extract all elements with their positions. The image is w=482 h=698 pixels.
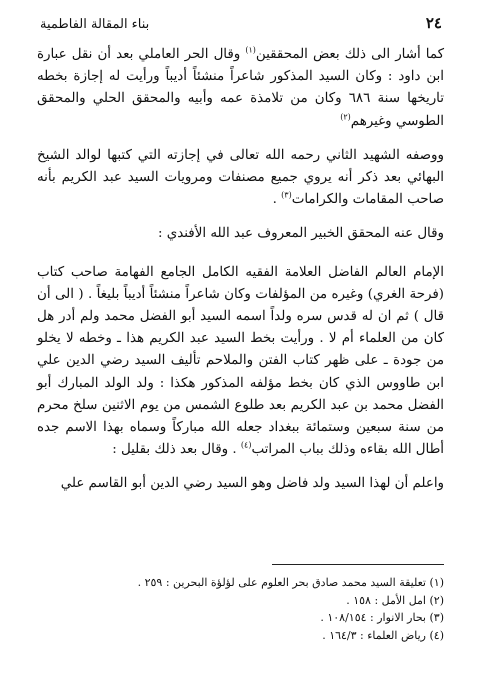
quote-intro: وقال عنه المحقق الخبير المعروف عبد الله الأفندي : xyxy=(157,226,444,242)
running-title: بناء المقالة الفاطمية xyxy=(40,17,150,32)
paragraph-4: واعلم أن لهذا السيد ولد فاضل وهو السيد رضي الدين أبو القاسم علي xyxy=(60,476,444,492)
footnote-ref-1: (١) xyxy=(245,45,256,55)
paragraph-3: الإمام العالم الفاضل العلامة الفقيه الكامل الجامع الفهامة صاحب كتاب (فرحة الغري) وغيره من المؤلفات وكان شاعراً منشئاً أديباً بليغاً . ( الى أن قال ) ثم ان له قدس سره ولداً اسمه السيد أبو الفضل محمد ولم أدر هل كان من العلماء أم لا . ورأيت بخط السيد عبد الكريم هذا ـ وخطه لا يخلو من جودة ـ على ظهر كتاب الفتن والملاحم تأليف السيد رضي الدين علي ابن طاووس الذي كان بخط مؤلفه المذكور هكذا : ولد الولد المبارك أبو الفضل محمد بن عبد الكريم بعد طلوع الشمس من يوم الاثنين سلخ محرم من سنة سبعين وستمائة ببغداد جعله الله مباركاً وسماه بهذا الاسم جده أطال الله بقاءه وذلك بباب المراتب$^{(٤)}$ . وقال بعد ذلك بقليل : xyxy=(37,264,444,458)
footnote-ref-2: (٢) xyxy=(340,112,351,122)
paragraph-1-a: كما أشار الى ذلك بعض المحققين xyxy=(255,47,444,62)
paragraph-2-text: ووصفه الشهيد الثاني رحمه الله تعالى في إجازته التي كتبها لوالد الشيخ البهائي بعد ذكر أنه يروي جميع مصنفات ومرويات السيد عبد الكريم بأنه صاحب المقامات والكرامات xyxy=(37,147,444,208)
paragraph-3-text: الإمام العالم الفاضل العلامة الفقيه الكامل الجامع الفهامة صاحب كتاب (فرحة الغري) وغيره من المؤلفات وكان شاعراً منشئاً أديباً بليغاً . ( الى أن قال ) ثم ان له قدس سره ولداً اسمه السيد أبو الفضل محمد ولم أدر هل كان من العلماء أم لا . ورأيت بخط السيد عبد الكريم هذا ـ وخطه لا يخلو من جودة ـ على ظهر كتاب الفتن والملاحم تأليف السيد رضي الدين علي ابن طاووس الذي كان بخط مؤلفه المذكور هكذا : ولد الولد المبارك أبو الفضل محمد بن عبد الكريم بعد طلوع الشمس من يوم الاثنين سلخ محرم من سنة سبعين وستمائة ببغداد جعله الله مباركاً وسماه بهذا الاسم جده أطال الله بقاءه وذلك بباب المراتب xyxy=(37,264,444,458)
footnote-4: (٤) رياض العلماء : ١٦٤/٣ . xyxy=(322,628,444,642)
paragraph-3-tail: وقال بعد ذلك بقليل : xyxy=(112,442,229,458)
footnote-ref-4: (٤) xyxy=(240,440,252,450)
footnotes xyxy=(37,574,444,644)
footnote-1: (١) تعليقة السيد محمد صادق بحر العلوم على لؤلؤة البحرين : ٢٥٩ . xyxy=(137,576,444,589)
paragraph-1 xyxy=(37,44,444,133)
main-text xyxy=(37,44,444,496)
paragraph-1-b: وقال الحر العاملي بعد أن نقل عبارة ابن داود : وكان السيد المذكور شاعراً منشئاً أديباً ورأيت له إجازة بخطه تاريخها سنة ٦٨٦ وكان من تلامذة عمه وأبيه والمحقق الحلي والمحقق الطوسي وغيرهم xyxy=(37,47,444,129)
page-number: ٢٤ xyxy=(425,14,442,32)
paragraph-2: ووصفه الشهيد الثاني رحمه الله تعالى في إجازته التي كتبها لوالد الشيخ البهائي بعد ذكر أنه يروي جميع مصنفات ومرويات السيد عبد الكريم بأنه صاحب المقامات والكرامات$^{(٣)}$ . xyxy=(37,147,444,208)
running-header xyxy=(40,14,442,36)
footnote-ref-3: (٣) xyxy=(281,190,292,200)
footnote-2: (٢) امل الأمل : ١٥٨ . xyxy=(346,593,444,607)
footnote-3: (٣) بحار الانوار : ١٠٨/١٥٤ . xyxy=(320,611,444,624)
footnote-divider xyxy=(272,564,444,565)
